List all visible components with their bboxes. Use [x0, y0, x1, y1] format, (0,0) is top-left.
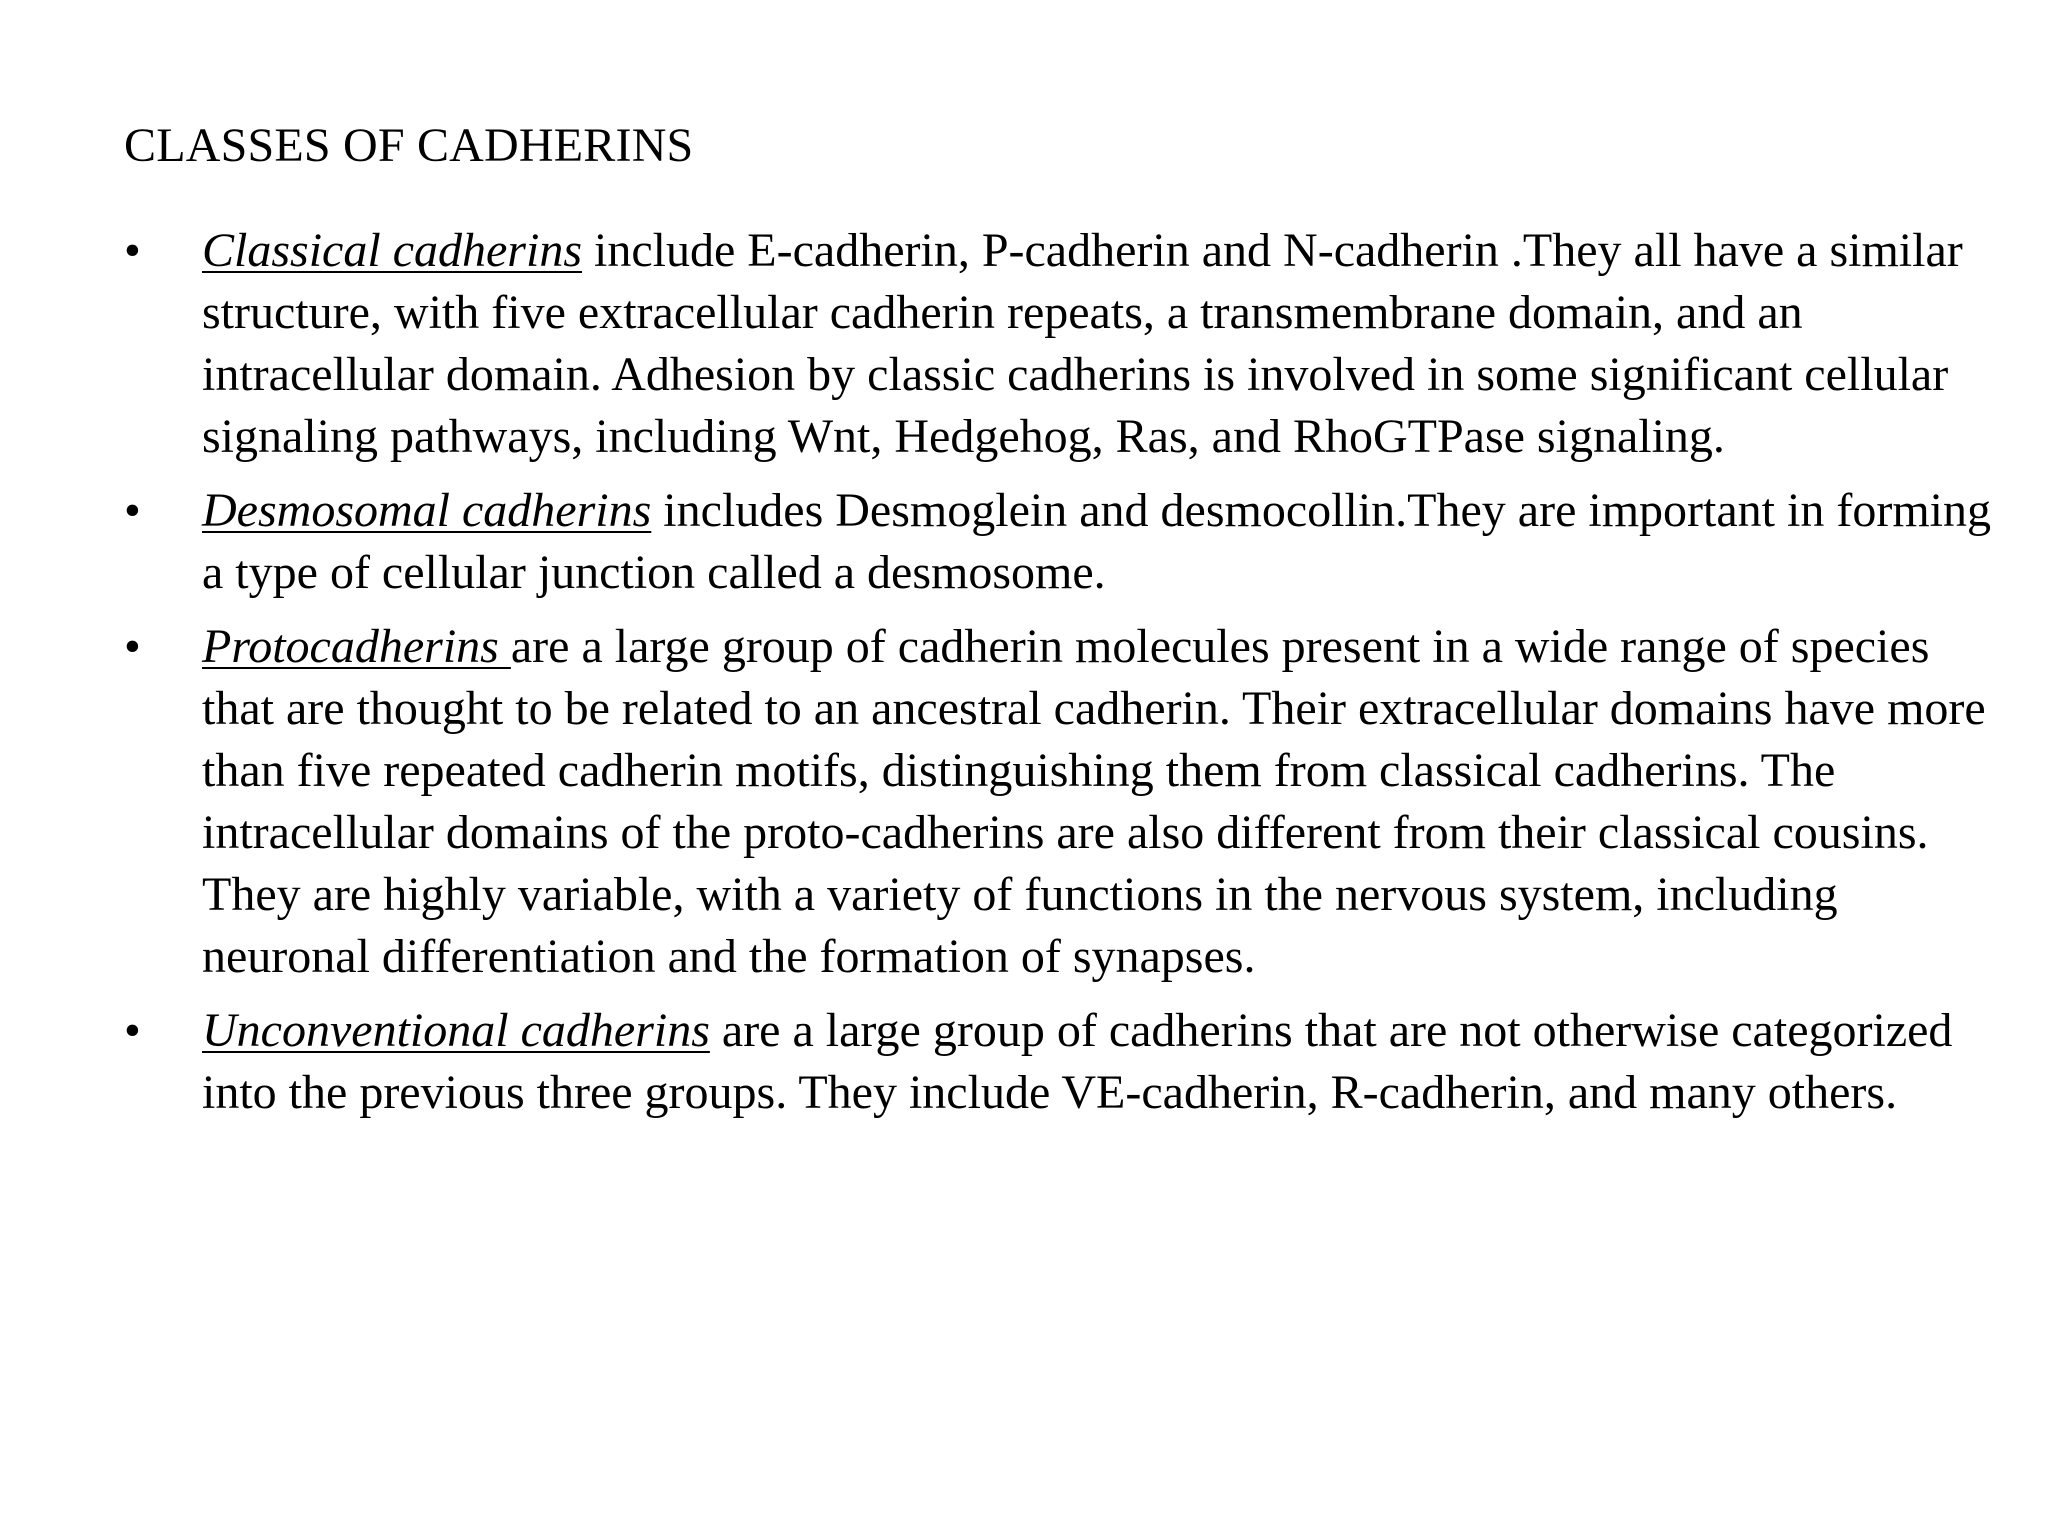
slide-title: CLASSES OF CADHERINS [124, 119, 694, 172]
term-classical-cadherins: Classical cadherins [202, 224, 582, 277]
bullet-dot-icon: • [124, 484, 141, 537]
bullet-item-classical [124, 220, 1994, 468]
bullet-item-unconventional [124, 1000, 1994, 1124]
term-desmosomal-cadherins: Desmosomal cadherins [202, 484, 652, 537]
description-protocadherins: are a large group of cadherin molecules present in a wide range of species that are thought to be related to an ancestral cadherin. Their extracellular domains have more than five repeated cadherin motifs, distinguishing them from classical cadherins. The intracellular domains of the proto-cadherins are also different from their classical cousins. They are highly variable, with a variety of functions in the nervous system, including neuronal differentiation and the formation of synapses. [202, 620, 1986, 983]
bullet-dot-icon: • [124, 1004, 141, 1057]
bullet-dot-icon: • [124, 224, 141, 277]
bullet-list [124, 220, 1994, 1136]
term-protocadherins: Protocadherins [202, 620, 511, 673]
bullet-item-protocadherins [124, 616, 1994, 988]
bullet-item-desmosomal [124, 480, 1994, 604]
term-unconventional-cadherins: Unconventional cadherins [202, 1004, 710, 1057]
bullet-dot-icon: • [124, 620, 141, 673]
description-desmosomal-cadherins: includes Desmoglein and desmocollin.They are important in forming a type of cellular junction called a desmosome. [202, 484, 1991, 599]
description-classical-cadherins: include E-cadherin, P-cadherin and N-cadherin .They all have a similar structure, with five extracellular cadherin repeats, a transmembrane domain, and an intracellular domain. Adhesion by classic cadherins is involved in some significant cellular signaling pathways, including Wnt, Hedgehog, Ras, and RhoGTPase signaling. [202, 224, 1963, 463]
description-unconventional-cadherins: are a large group of cadherins that are not otherwise categorized into the previous three groups. They include VE-cadherin, R-cadherin, and many others. [202, 1004, 1953, 1119]
